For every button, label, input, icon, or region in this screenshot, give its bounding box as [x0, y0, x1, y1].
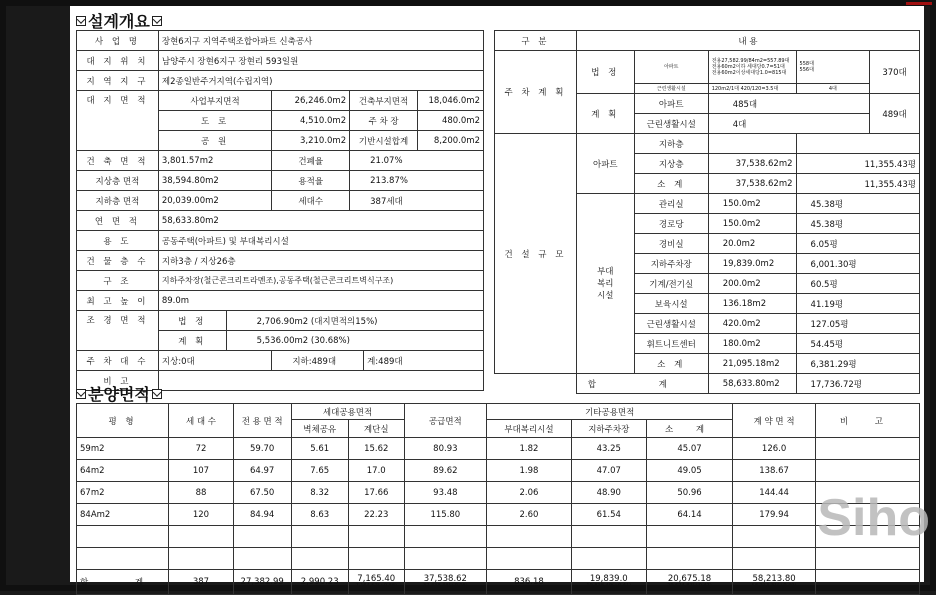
calc-line: 전용27,582.99/84m2=557.89대: [711, 58, 790, 64]
label-cell: 아파트: [634, 94, 708, 114]
scale-py: 6.05평: [796, 234, 919, 254]
value-cell: 4대: [708, 114, 869, 134]
value-cell: 장현6지구 지역주택조합아파트 신축공사: [158, 31, 483, 51]
value-cell: 213.87%: [350, 171, 484, 191]
corner-accent: [906, 2, 932, 5]
watermark-logo: Siho: [817, 489, 930, 547]
label-cell: 용적율: [272, 171, 350, 191]
header-cell: 계단실: [348, 420, 404, 438]
header-cell: 비 고: [815, 404, 919, 438]
value-cell: 공동주택(아파트) 및 부대복리시설: [158, 231, 483, 251]
value-cell: 21.07%: [350, 151, 484, 171]
parking-scale-table: [494, 30, 920, 394]
section-sale-heading: 분양면적: [76, 382, 162, 405]
label-cell: 건 물 층 수: [77, 251, 159, 271]
scale-key: 보육시설: [634, 294, 708, 314]
scale-py: 6,001.30평: [796, 254, 919, 274]
scale-key: 소 계: [634, 354, 708, 374]
label-cell: 시설: [597, 290, 614, 301]
calc-value: 558대: [799, 61, 814, 67]
site-value: 18,046.0m2: [418, 91, 484, 111]
site-key: 주 차 장: [350, 111, 418, 131]
scale-key: 지하층: [634, 134, 708, 154]
value-cell: 370대: [870, 51, 920, 94]
scale-m2: 19,839.0m2: [708, 254, 796, 274]
site-key: 공 원: [158, 131, 271, 151]
scale-key: 관리실: [634, 194, 708, 214]
label-cell: 아파트: [576, 134, 634, 194]
value-cell: 지하주차장(철근콘크리트라멘조),공동주택(철근콘크리트벽식구조): [158, 271, 483, 291]
table-row-empty: [77, 526, 920, 548]
label-cell: 지상층 면적: [77, 171, 159, 191]
label-cell: 건폐율: [272, 151, 350, 171]
scale-m2: 37,538.62m2: [708, 154, 796, 174]
scale-key: 경비실: [634, 234, 708, 254]
calc-line: 전용60m2이상세대당1.0=815대: [711, 70, 787, 76]
value-cell: 89.0m: [158, 291, 483, 311]
checkbox-icon: [76, 389, 86, 399]
scale-py: 11,355.43평: [796, 154, 919, 174]
value-cell: 3,801.57m2: [158, 151, 271, 171]
label-cell: 건 설 규 모: [495, 134, 577, 374]
scale-py: 127.05평: [796, 314, 919, 334]
total-label: 합 계: [576, 374, 708, 394]
value-cell: 489대: [870, 94, 920, 134]
scale-m2: 136.18m2: [708, 294, 796, 314]
header-cell: 공급면적: [404, 404, 487, 438]
scale-m2: 20.0m2: [708, 234, 796, 254]
header-cell: 구 분: [495, 31, 577, 51]
site-value: 4,510.0m2: [272, 111, 350, 131]
scale-py: 45.38평: [796, 194, 919, 214]
label-cell: 구 조: [77, 271, 159, 291]
header-cell: 평 형: [77, 404, 169, 438]
value-cell: 지하3층 / 지상26층: [158, 251, 483, 271]
label-cell: 용 도: [77, 231, 159, 251]
scale-key: 소 계: [634, 174, 708, 194]
calc-value: 556대: [799, 67, 814, 73]
scale-key: 기계/전기실: [634, 274, 708, 294]
site-key: 도 로: [158, 111, 271, 131]
value-cell: [158, 371, 483, 391]
scale-py: 54.45평: [796, 334, 919, 354]
total-m2: 58,633.80m2: [708, 374, 796, 394]
label-cell: 아파트: [634, 51, 708, 84]
header-cell: 벽체공유: [291, 420, 348, 438]
label-cell: 법 정: [576, 51, 634, 94]
scale-key: 근린생활시설: [634, 314, 708, 334]
scale-m2: 21,095.18m2: [708, 354, 796, 374]
label-cell: 근린생활시설: [634, 114, 708, 134]
landscape-key: 법 정: [158, 311, 226, 331]
scale-key: 지상층: [634, 154, 708, 174]
header-cell: 전 용 면 적: [233, 404, 291, 438]
document-sheet: [70, 6, 924, 589]
landscape-value: 2,706.90m2 (대지면적의15%): [226, 311, 483, 331]
label-cell: 주 차 대 수: [77, 351, 159, 371]
scale-m2: 37,538.62m2: [708, 174, 796, 194]
table-row: 84Am2 120 84.94 8.63 22.23 115.80 2.60 61.54 64.14 179.94: [77, 504, 920, 526]
label-cell: 대 지 면 적: [77, 91, 159, 151]
calc-line: 120m2/1대 420/120=3.5대: [708, 84, 796, 94]
table-row: 67m2 88 67.50 8.32 17.66 93.48 2.06 48.90 50.96 144.44: [77, 482, 920, 504]
scale-py: 41.19평: [796, 294, 919, 314]
table-row: 59m2 72 59.70 5.61 15.62 80.93 1.82 43.25 45.07 126.0: [77, 438, 920, 460]
header-cell: 세 대 수: [169, 404, 234, 438]
scale-py: 11,355.43평: [796, 174, 919, 194]
sale-area-table: [76, 403, 920, 595]
calc-line: 전용60m2이하 세대당0.7=51대: [711, 64, 785, 70]
label-cell: 사 업 명: [77, 31, 159, 51]
label-cell: 최 고 높 이: [77, 291, 159, 311]
label-cell: 계 획: [576, 94, 634, 134]
scale-key: 휘트니트센터: [634, 334, 708, 354]
label-cell: 조 경 면 적: [77, 311, 159, 351]
label-cell: 연 면 적: [77, 211, 159, 231]
label-cell: 대 지 위 치: [77, 51, 159, 71]
value-cell: 남양주시 장현6지구 장현리 593일원: [158, 51, 483, 71]
value-cell: 387세대: [350, 191, 484, 211]
scale-m2: 150.0m2: [708, 214, 796, 234]
label-cell: 주 차 계 획: [495, 51, 577, 134]
scale-key: 지하주차장: [634, 254, 708, 274]
site-key: 기반시설합계: [350, 131, 418, 151]
checkbox-icon: [76, 16, 86, 26]
value-cell: 20,039.00m2: [158, 191, 271, 211]
header-cell: 부대복리시설: [487, 420, 572, 438]
value-cell: 지하:489대: [272, 351, 364, 371]
scale-key: 경로당: [634, 214, 708, 234]
scale-py: 60.5평: [796, 274, 919, 294]
label-cell: 부대: [597, 266, 614, 277]
scale-py: [796, 134, 919, 154]
site-value: 26,246.0m2: [272, 91, 350, 111]
value-cell: 58,633.80m2: [158, 211, 483, 231]
scale-m2: 150.0m2: [708, 194, 796, 214]
site-value: 8,200.0m2: [418, 131, 484, 151]
value-cell: 지상:0대: [158, 351, 271, 371]
site-value: 480.0m2: [418, 111, 484, 131]
label-cell: 건 축 면 적: [77, 151, 159, 171]
landscape-key: 계 획: [158, 331, 226, 351]
label-cell: 비 고: [77, 371, 159, 391]
scale-m2: 180.0m2: [708, 334, 796, 354]
scale-py: 6,381.29평: [796, 354, 919, 374]
label-cell: 지하층 면적: [77, 191, 159, 211]
total-py: 17,736.72평: [796, 374, 919, 394]
scale-m2: [708, 134, 796, 154]
table-row-empty: [77, 548, 920, 570]
label-cell: 세대수: [272, 191, 350, 211]
section-overview-heading: 설계개요: [76, 9, 162, 32]
calc-value: 4대: [796, 84, 870, 94]
site-key: 건축부지면적: [350, 91, 418, 111]
scale-m2: 200.0m2: [708, 274, 796, 294]
scale-m2: 420.0m2: [708, 314, 796, 334]
header-cell: 세대공용면적: [291, 404, 404, 420]
table-row-total: 합 계 387 27,382.99 2,990.23 7,165.40 7,164.52(+0.88) 37,538.62 37,438.44(+0.08) 836.18 19,839.0 19,838.49(+0.41) 20,675.18 20,674.87(+0.41) 58,213.80 58,213.31(+0.49): [77, 570, 920, 595]
header-cell: 지하주차장: [571, 420, 646, 438]
value-cell: 485대: [708, 94, 869, 114]
checkbox-icon: [152, 16, 162, 26]
landscape-value: 5,536.00m2 (30.68%): [226, 331, 483, 351]
overview-table: [76, 30, 484, 391]
site-value: 3,210.0m2: [272, 131, 350, 151]
label-cell: 근린생활시설: [634, 84, 708, 94]
header-cell: 내 용: [576, 31, 919, 51]
value-cell: 제2종일반주거지역(수립지역): [158, 71, 483, 91]
checkbox-icon: [152, 389, 162, 399]
value-cell: 38,594.80m2: [158, 171, 271, 191]
label-cell: 지 역 지 구: [77, 71, 159, 91]
header-cell: 소 계: [646, 420, 733, 438]
header-cell: 계 약 면 적: [733, 404, 816, 438]
label-cell: 복리: [597, 278, 614, 289]
header-cell: 기타공용면적: [487, 404, 733, 420]
value-cell: 계:489대: [364, 351, 484, 371]
site-key: 사업부지면적: [158, 91, 271, 111]
scale-py: 45.38평: [796, 214, 919, 234]
table-row: 64m2 107 64.97 7.65 17.0 89.62 1.98 47.07 49.05 138.67: [77, 460, 920, 482]
